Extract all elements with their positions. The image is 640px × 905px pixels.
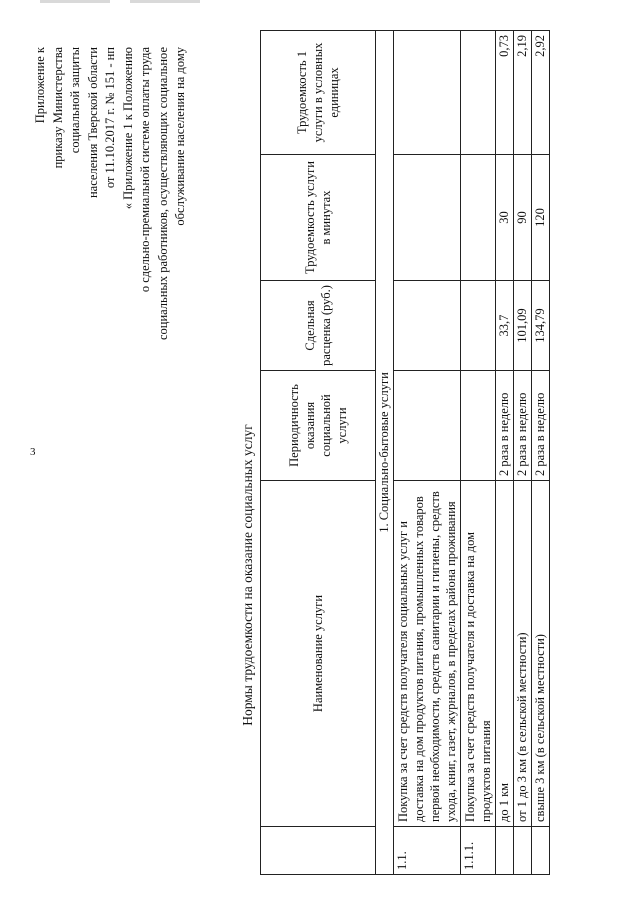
header-labor-units: Трудоемкость 1 услуги в условных единицах — [261, 31, 376, 155]
piece-rate: 134,79 — [532, 281, 550, 371]
appendix-line: о сдельно-премиальной системе оплаты труда — [138, 47, 152, 293]
labor-minutes: 120 — [532, 155, 550, 281]
page-number: 3 — [30, 446, 36, 458]
header-labor-minutes: Трудоемкость услуги в минутах — [261, 155, 376, 281]
table-row — [461, 31, 496, 875]
labor-minutes — [461, 155, 496, 281]
scan-edge-mark-1 — [40, 0, 110, 3]
service-name: Покупка за счет средств получателя социальных услуг и доставка на дом продуктов питания, промышленных товаров первой необходимости, средств санитарии и гигиены, средств ухода, книг, газет, журналов, в пределах района проживания — [394, 481, 461, 827]
header-piece-rate: Сдельная расценка (руб.) — [261, 281, 376, 371]
labor-units: 0,73 — [496, 31, 514, 155]
service-name: свыше 3 км (в сельской местности) — [532, 481, 550, 827]
scan-edge-mark-2 — [130, 0, 200, 3]
appendix-line: социальной защиты — [68, 47, 82, 154]
labor-units: 2,19 — [514, 31, 532, 155]
appendix-line: населения Тверской области — [85, 47, 100, 199]
labor-units — [461, 31, 496, 155]
periodicity — [461, 371, 496, 481]
norms-table — [260, 30, 550, 875]
header-number — [261, 827, 376, 875]
labor-units: 2,92 — [532, 31, 550, 155]
service-name: от 1 до 3 км (в сельской местности) — [514, 481, 532, 827]
row-number — [532, 827, 550, 875]
periodicity: 2 раза в неделю — [496, 371, 514, 481]
labor-units — [394, 31, 461, 155]
section-row — [376, 31, 394, 875]
row-number: 1.1. — [394, 827, 461, 875]
appendix-line: обслуживание населения на дому — [173, 47, 187, 226]
rotated-document — [20, 25, 610, 895]
table-row — [514, 31, 532, 875]
row-number — [514, 827, 532, 875]
service-name: Покупка за счет средств получателя и доставка на дом продуктов питания — [461, 481, 496, 827]
row-number: 1.1.1. — [461, 827, 496, 875]
periodicity: 2 раза в неделю — [532, 371, 550, 481]
table-row — [496, 31, 514, 875]
appendix-line: « Приложение 1 к Положению — [120, 47, 135, 210]
appendix-line: приказу Министерства — [50, 47, 65, 169]
appendix-line: социальных работников, осуществляющих социальное — [155, 47, 170, 341]
piece-rate — [461, 281, 496, 371]
row-number — [496, 827, 514, 875]
appendix-line: Приложение к — [33, 47, 47, 124]
appendix-header — [32, 47, 190, 377]
header-periodicity: Периодичность оказания социальной услуги — [261, 371, 376, 481]
table-header-row — [261, 31, 376, 875]
header-service-name: Наименование услуги — [261, 481, 376, 827]
piece-rate: 101,09 — [514, 281, 532, 371]
periodicity: 2 раза в неделю — [514, 371, 532, 481]
service-name: до 1 км — [496, 481, 514, 827]
labor-minutes — [394, 155, 461, 281]
section-title: 1. Социально-бытовые услуги — [376, 31, 394, 875]
appendix-line: от 11.10.2017 г. № 151 - нп — [103, 47, 117, 189]
piece-rate: 33,7 — [496, 281, 514, 371]
piece-rate — [394, 281, 461, 371]
table-row — [532, 31, 550, 875]
labor-minutes: 30 — [496, 155, 514, 281]
labor-minutes: 90 — [514, 155, 532, 281]
document-title: Нормы трудоемкости на оказание социальных услуг — [240, 424, 255, 726]
table-row — [394, 31, 461, 875]
periodicity — [394, 371, 461, 481]
